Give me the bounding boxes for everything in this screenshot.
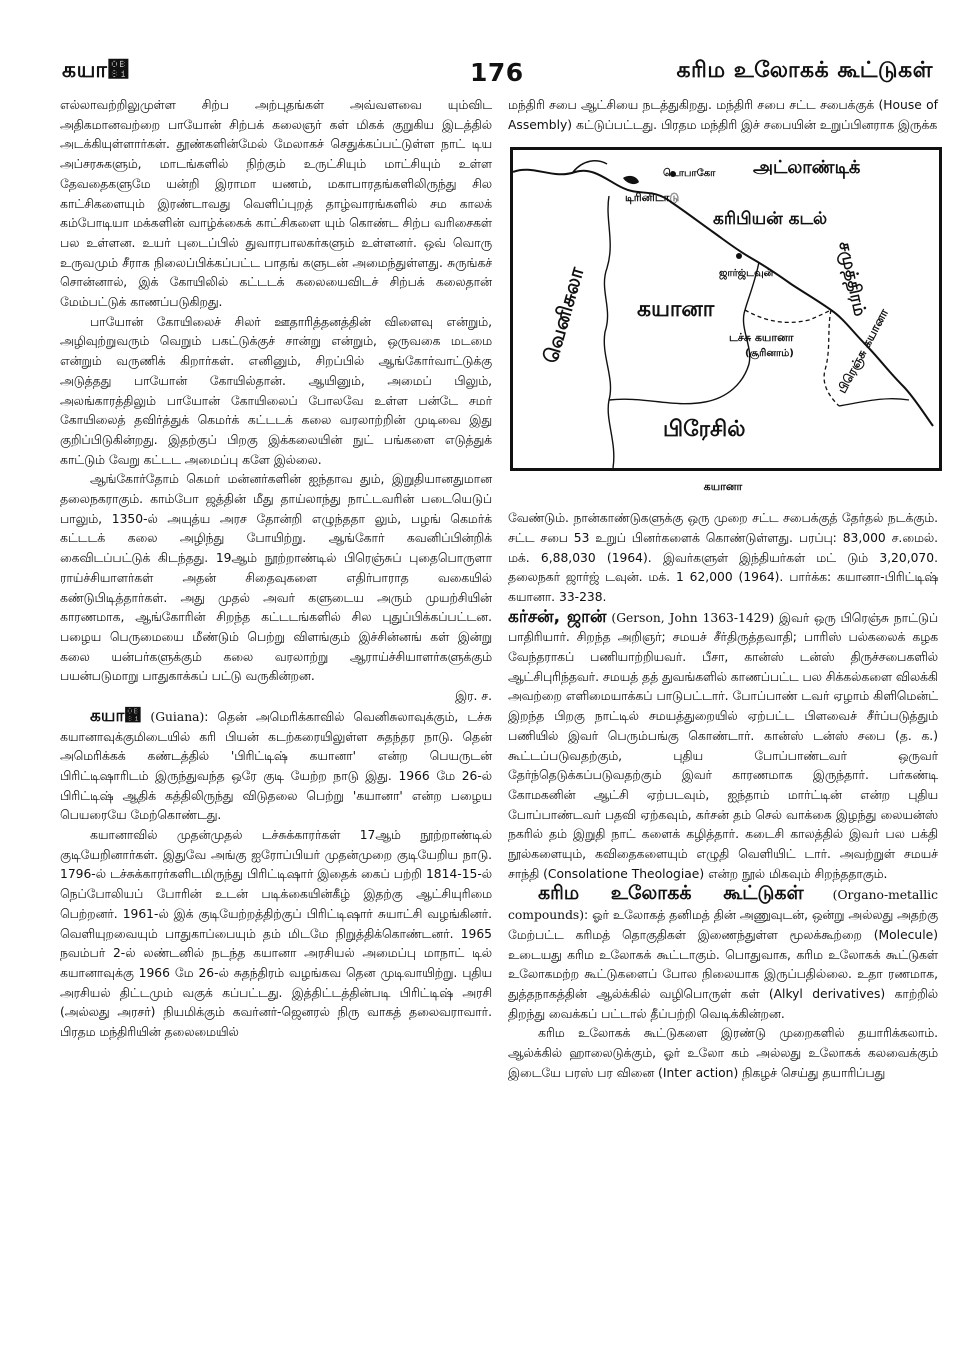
label-ocean: சமுத்திரம்	[834, 240, 870, 319]
label-brazil: பிரேசில்	[663, 417, 746, 443]
label-trinidad: டிரினிடாடு	[625, 191, 680, 205]
paragraph: வேண்டும். நான்காண்டுகளுக்கு ஒரு முறை சட்ட சபைக்குத் தேர்தல் நடக்கும். சட்ட சபை 53 உறுப் பினர்களைக் கொண்டுள்ளது. பரப்பு: 83,000 ச.மைல். மக். 6,88,030 (1964). இவர்களுள் இந்தியர்கள் மட் டும் 3,20,070. தலைநகர் ஜார்ஜ் டவுன். மக். 1 62,000 (1964). பார்க்க: கயானா-பிரிட்டிஷ் கயானா. 33-238.	[508, 511, 938, 604]
running-head-left: கயா஁	[62, 58, 130, 83]
paragraph: ஆங்கோர்தோம் கெமர் மன்னர்களின் ஐந்தாவ தும், இறுதியானதுமான தலைநகராகும். காம்போ ஜத்தின் மீது தாய்லாந்து நாட்டவரின் படையெடுப் பாலும், 1350-ல் அயுத்ய அரச தோன்றி எழுந்ததா லும், பழங் கெமர்க் கட்டடக் கலை அழிந்து போயிற்று. ஆங்கோர் கவனிப்பின்றிக் கைவிடப்பட்டுக் கிடந்தது. 19ஆம் நூற்றாண்டில் பிரெஞ்சுப் புதைபொருளா ராய்ச்சியாளர்கள் அதன் சிதைவுகளை எதிர்பாராத வகையில் கண்டுபிடித்தார்கள். அது முதல் அவர் களுடைய அரும் முயற்சியின் காரணமாக, ஆங்கோரின் சிறந்த கட்டடங்களில் சில புதுப்பிக்கப்பட்டன. பழைய பெருமையை மீண்டும் பெற்று விளங்கும் இச்சின்னங் கள் இன்று கலை யன்பர்களுக்கும் கலை வரலாற்று ஆராய்ச்சியாளர்களுக்கும் பயன்படுமாறு பாதுகாக்கப் பட்டு வருகின்றன.	[60, 472, 492, 684]
label-caribbean: கரிபியன் கடல்	[713, 209, 828, 230]
label-guyana: கயானா	[637, 297, 715, 323]
paragraph: கரிம உலோகக் கூட்டுகளை இரண்டு முறைகளில் தயாரிக்கலாம். ஆல்க்கில் ஹாலைடுக்கும், ஓர் உலோ கம் அல்லது உலோகக் கலவைக்கும் இடையே பரஸ் பர வினை (Inter action) நிகழச் செய்து தயாரிப்பது	[508, 1026, 938, 1080]
label-surinam: (சூரினாம்)	[745, 348, 794, 360]
page-header	[0, 0, 967, 96]
label-french-guiana: பிரெஞ்சு கயானா	[834, 306, 892, 396]
entry-organometallic	[508, 884, 938, 1024]
label-atlantic: அட்லாண்டிக்	[753, 157, 861, 179]
entry-guiana	[60, 707, 492, 826]
entry-latin: (Gerson, John 1363-1429)	[611, 610, 775, 625]
page-number: 176	[470, 58, 524, 87]
entry-gerson	[508, 608, 938, 885]
label-georgetown: ஜார்ஜ்டவுன்	[719, 268, 774, 280]
entry-text: இவர் ஒரு பிரெஞ்சு நாட்டுப் பாதிரியார். சிறந்த அறிஞர்; சமயச் சீர்திருத்தவாதி; பாரிஸ் பல்கலைக் கழக வேந்தராகப் பணியாற்றியவர். பீசா, கான்ஸ் டன்ஸ் திருச்சபைகளில் ஆட்சிபுரிந்தவர். சமயத் தத் துவங்களில் காணப்பட்ட பல சிக்கல்களை விலக்கி அவற்றை எளிமையாக்கப் பாடுபட்டார். போப்பாண் டவர் ஏழாம் கிளிமென்ட் இறந்த பிறகு நாட்டில் சமயத்துறையில் ஏற்பட்ட பிளவைச் சீர்ப்படுத்தும் பணியில் இவர் பெரும்பங்கு கொண்டார். கான்ஸ் டன்ஸ் சபை (த. க.) கூட்டப்படுவதற்கும், புதிய போப்பாண்டவர் ஒருவர் தேர்ந்தெடுக்கப்படுவதற்கும் இவர் காரணமாக இருந்தார். பர்கண்டி கோமகனின் ஆட்சி ஏற்படவும், ஐந்தாம் மார்ட்டின் என்ற புதிய போப்பாண்டவர் பதவி ஏற்கவும், கர்சன் தம் செல் வாக்கை இழந்து லையன்ஸ் நகரில் தம் இறுதி நாட் களைக் கழித்தார். கடைசி காலத்தில் இவர் பல பக்தி நூல்களையும், கவிதைகளையும் எழுதி வெளியிட் டார். அவற்றுள் சமயச் சாந்தி (Consolatione Theologiae) என்ற நூல் மிகவும் சிறந்ததாகும்.	[508, 610, 938, 881]
entry-latin: (Guiana)	[150, 709, 205, 724]
right-column	[508, 96, 938, 1084]
map-caption: கயானா	[703, 480, 743, 494]
entry-term: கரிம உலோகக் கூட்டுகள்	[538, 882, 804, 905]
left-column	[60, 96, 492, 1043]
entry-text: : தென் அமெரிக்காவில் வெனிசுலாவுக்கும், டச்சு கயானாவுக்குமிடையில் கரி பியன் கடற்கரையிலுள்ள சுதந்தர நாடு. தென் அமெரிக்கக் கண்டத்தில் 'பிரிட்டிஷ் கயானா' என்ற பெயருடன் பிரிட்டிஷாரிடம் இருந்துவந்த ஒரே குடி யேற்ற நாடு இது. 1966 மே 26-ல் பிரிட்டிஷ் ஆதிக் கத்திலிருந்து விடுதலை பெற்று 'கயானா' என்ற பழைய பெயரையே மேற்கொண்டது.	[60, 709, 492, 823]
author-signature: இர. ச.	[455, 689, 492, 704]
paragraph: எல்லாவற்றிலுமுள்ள சிற்ப அற்புதங்கள் அவ்வளவை யும்விட அதிகமானவற்றை பாயோன் சிற்பக் கலைஞர் கள் மிகக் குறுகிய இடத்தில் அடக்கியுள்ளார்கள். தூண்களின்மேல் மேலாகச் செதுக்கப்பட்டுள்ள நாட் டிய அப்சரசுகளும், மாடங்களில் நிற்கும் உருட்சியும் மாட்சியும் உள்ள தேவதைகளுமே யன்றி இராமா யணம், மகாபாரதங்களிலிருந்து சில காட்சிகளையும் இரண்டாவது வெளிப்புறத் தாழ்வாரங்களில் சம காலக் கம்போடியா மக்களின் வாழ்க்கைக் காட்சிகளை யும் கொண்ட சிற்ப வரிசைகள் பல உள்ளன. உயர் புடைப்பில் துவாரபாலகர்களும் உள்ளனர். ஒவ் வொரு உருவமும் சீராக நிலைப்பிக்கப்பட்ட பாதங் களுடன் அமைந்துள்ளது. சுருங்கச் சொன்னால், இக் கோயிலில் கட்டடக் கலையைவிடச் சிற்பக் கலைதான் மேம்பட்டுக் காணப்படுகிறது.	[60, 98, 492, 310]
paragraph: கயானாவில் முதன்முதல் டச்சுக்காரர்கள் 17ஆம் நூற்றாண்டில் குடியேறினார்கள். இதுவே அங்கு ஐரோப்பியர் முதன்முறை குடியேறிய நாடு. 1796-ல் டச்சுக்காரர்களிடமிருந்து பிரிட்டிஷார் இதைக் கைப் பற்றி 1814-15-ல் நெப்போலியப் போரின் உடன் படிக்கையின்கீழ் இதற்கு ஆட்சியுரிமை பெற்றனர். 1961-ல் இக் குடியேற்றத்திற்குப் பிரிட்டிஷார் சுயாட்சி வழங்கினர். வெளியுறவையும் பாதுகாப்பையும் தம் மிடமே நிறுத்திக்கொண்டனர். 1965 நவம்பர் 2-ல் லண்டனில் நடந்த கயானா அரசியல் அமைப்பு மாநாட் டில் கயானாவுக்கு 1966 மே 26-ல் சுதந்திரம் வழங்கவ தென முடிவாயிற்று. புதிய அரசியல் திட்டமும் வகுக் கப்பட்டது. இத்திட்டத்தின்படி பிரிட்டிஷ் அரசி (அல்லது அரசர்) நியமிக்கும் கவர்னர்-ஜெனரல் நிரு வாகத் தலைவராவார். பிரதம மந்திரியின் தலைமையில்	[60, 828, 492, 1040]
paragraph: பாயோன் கோயிலைச் சிலர் ஊதாரித்தனத்தின் விளைவு என்றும், அழிவுற்றுவரும் வெறும் பகட்டுக்குச் சான்று என்றும், ஒருவகை மடமை என்றும் வருணிக் கிறார்கள். எனினும், சிறப்பில் ஆங்கோர்வாட்டுக்கு அடுத்தது பாயோன் கோயில்தான். ஆயினும், அமைப் பிலும், அலங்காரத்திலும் பாயோன் கோயிலைப் போலவே உள்ள பன்டே சமர் கோயிலைத் தவிர்த்துக் கெமர்க் கட்டடக் கலை வரலாற்றின் முடிவை இது குறிப்பிடுகின்றது. இதற்குப் பிறகு இக்கலையின் நுட் பங்களை எடுத்துக் காட்டும் வேறு கட்டட அமைப்பு களே இல்லை.	[60, 314, 492, 467]
label-venezuela: வெனிசுலா	[538, 264, 589, 367]
label-dutch-guiana: டச்சு கயானா	[729, 331, 794, 345]
running-head-right: கரிம உலோகக் கூட்டுகள்	[676, 58, 933, 83]
entry-latin: (Organo-metallic compounds)	[508, 888, 938, 923]
label-tobago: டொபாகோ	[663, 168, 716, 180]
entry-term: கயா஁	[90, 705, 142, 726]
paragraph: மந்திரி சபை ஆட்சியை நடத்துகிறது. மந்திரி சபை சட்ட சபைக்குக் (House of Assembly) கட்டுப்பட்டது. பிரதம மந்திரி இச் சபையின் உறுப்பினராக இருக்க	[508, 98, 938, 132]
guiana-map	[510, 147, 942, 471]
entry-text: : ஓர் உலோகத் தனிமத் தின் அணுவுடன், ஒன்று அல்லது அதற்கு மேற்பட்ட கரிமத் தொகுதிகள் இணைந்துள்ள மூலக்கூற்றை (Molecule) உடையது கரிம உலோகக் கூட்டாகும். பொதுவாக, கரிம உலோகக் கூட்டுகள் உலோகமற்ற கூட்டுகளைப் போல நிலையாக இருப்பதில்லை. உதா ரணமாக, துத்தநாகத்தின் ஆல்க்கில் வழிபொருள் கள் (Alkyl derivatives) காற்றில் திறந்து வைக்கப் பட்டால் தீப்பற்றி வெடிக்கின்றன.	[508, 908, 938, 1021]
entry-term: கர்சன், ஜான்	[508, 606, 607, 627]
